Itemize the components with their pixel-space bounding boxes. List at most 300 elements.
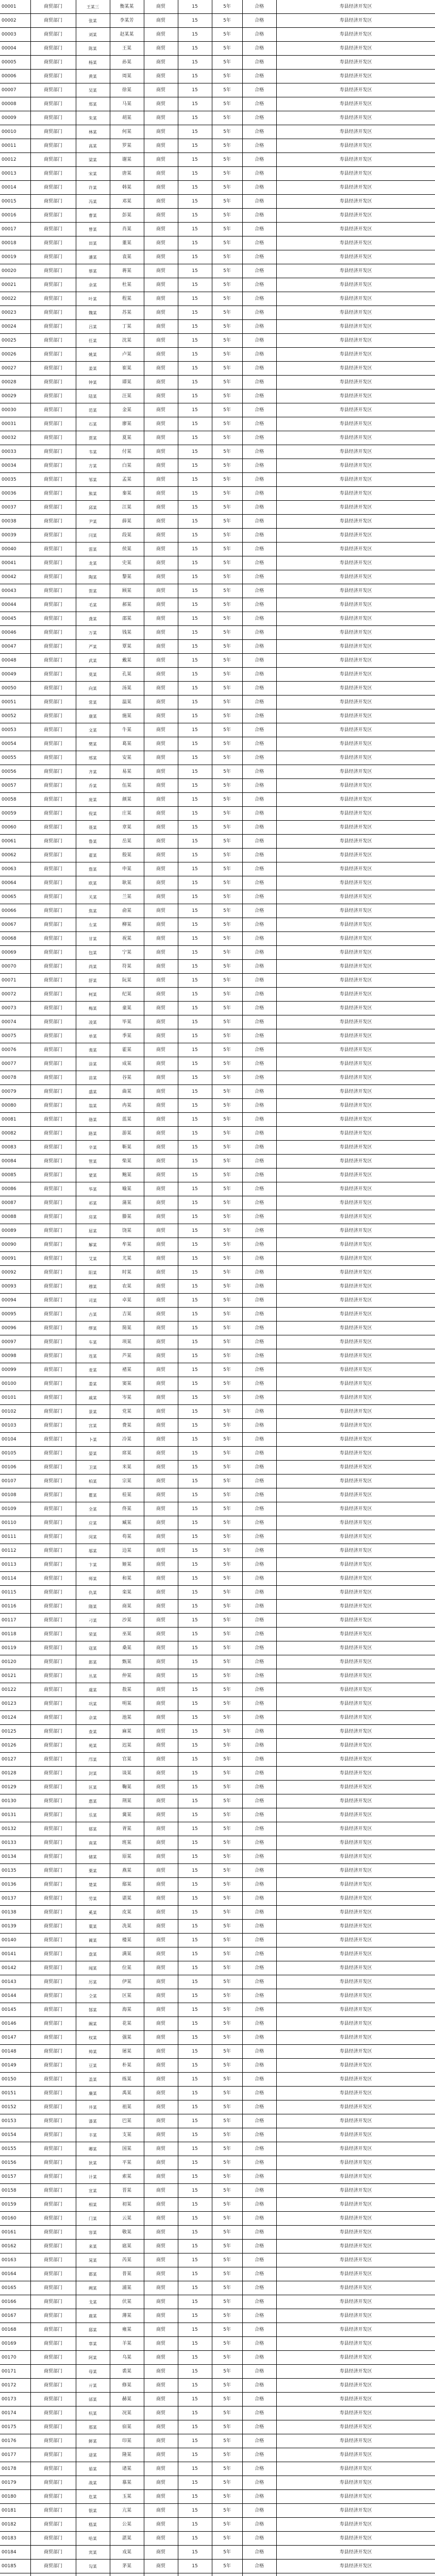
duration-cell: 5年	[212, 445, 242, 459]
result-cell: 合格	[242, 2281, 276, 2295]
count-cell: 15	[178, 612, 212, 626]
table-row	[0, 1655, 435, 1669]
name-b-cell: 喻某	[110, 1182, 144, 1196]
count-cell: 15	[178, 306, 212, 320]
count-cell: 15	[178, 1683, 212, 1697]
row-number-cell: 00105	[0, 1447, 30, 1461]
name-b-cell: 扈某	[110, 2240, 144, 2253]
table-row	[0, 1127, 435, 1141]
duration-cell: 5年	[212, 1558, 242, 1572]
count-cell: 15	[178, 1628, 212, 1641]
table-row	[0, 1586, 435, 1600]
name-a-cell: 舒某	[76, 974, 110, 988]
department-cell: 商贸部门	[30, 779, 76, 793]
name-a-cell: 相某	[76, 2198, 110, 2212]
result-cell: 合格	[242, 1586, 276, 1600]
name-b-cell: 芦某	[110, 1349, 144, 1363]
count-cell: 15	[178, 793, 212, 807]
category-cell: 商贸	[144, 167, 178, 181]
name-a-cell: 仝某	[76, 1989, 110, 2003]
name-a-cell: 蔡某	[76, 264, 110, 278]
result-cell: 合格	[242, 1836, 276, 1850]
duration-cell: 5年	[212, 1085, 242, 1099]
department-cell: 商贸部门	[30, 1182, 76, 1196]
department-cell: 商贸部门	[30, 1753, 76, 1767]
duration-cell: 5年	[212, 1294, 242, 1308]
category-cell: 商贸	[144, 42, 178, 56]
name-b-cell: 佟某	[110, 1502, 144, 1516]
category-cell: 商贸	[144, 1558, 178, 1572]
count-cell: 15	[178, 529, 212, 543]
category-cell: 商贸	[144, 570, 178, 584]
duration-cell: 5年	[212, 1892, 242, 1906]
name-a-cell: 曾某	[76, 223, 110, 236]
duration-cell: 5年	[212, 2003, 242, 2017]
result-cell: 合格	[242, 2420, 276, 2434]
name-a-cell: 鹿某	[76, 2309, 110, 2323]
row-number-cell: 00043	[0, 584, 30, 598]
category-cell: 商贸	[144, 1614, 178, 1628]
department-cell: 商贸部门	[30, 1071, 76, 1085]
table-row	[0, 668, 435, 682]
row-number-cell: 00011	[0, 139, 30, 153]
count-cell: 15	[178, 1711, 212, 1725]
result-cell: 合格	[242, 1767, 276, 1781]
name-a-cell: 宫某	[76, 1419, 110, 1433]
name-b-cell: 周某	[110, 70, 144, 83]
row-number-cell: 00041	[0, 556, 30, 570]
location-cell: 寿县经济开发区	[276, 1043, 435, 1057]
name-a-cell: 阚某	[76, 2017, 110, 2031]
name-a-cell: 容某	[76, 2226, 110, 2240]
location-cell: 寿县经济开发区	[276, 1655, 435, 1669]
name-a-cell: 康某	[76, 709, 110, 723]
name-a-cell: 裴某	[76, 1043, 110, 1057]
duration-cell: 5年	[212, 250, 242, 264]
name-a-cell: 都某	[76, 2267, 110, 2281]
category-cell: 商贸	[144, 1683, 178, 1697]
department-cell: 商贸部门	[30, 1447, 76, 1461]
category-cell: 商贸	[144, 2448, 178, 2462]
name-a-cell: 储某	[76, 1850, 110, 1864]
result-cell: 合格	[242, 1141, 276, 1155]
result-cell: 合格	[242, 1947, 276, 1961]
name-a-cell: 劳某	[76, 1892, 110, 1906]
department-cell: 商贸部门	[30, 1085, 76, 1099]
name-b-cell: 苏某	[110, 306, 144, 320]
table-row	[0, 334, 435, 348]
result-cell: 合格	[242, 14, 276, 28]
category-cell: 商贸	[144, 1836, 178, 1850]
category-cell: 商贸	[144, 250, 178, 264]
result-cell: 合格	[242, 556, 276, 570]
location-cell: 寿县经济开发区	[276, 250, 435, 264]
location-cell: 寿县经济开发区	[276, 543, 435, 556]
result-cell: 合格	[242, 793, 276, 807]
department-cell: 商贸部门	[30, 1669, 76, 1683]
category-cell: 商贸	[144, 2420, 178, 2434]
category-cell: 商贸	[144, 2532, 178, 2546]
row-number-cell: 00172	[0, 2379, 30, 2393]
duration-cell: 5年	[212, 2560, 242, 2573]
duration-cell: 5年	[212, 1836, 242, 1850]
name-b-cell: 宗某	[110, 1475, 144, 1488]
result-cell: 合格	[242, 250, 276, 264]
duration-cell: 5年	[212, 278, 242, 292]
result-cell: 合格	[242, 1989, 276, 2003]
name-a-cell: 晁某	[76, 2253, 110, 2267]
duration-cell: 5年	[212, 1628, 242, 1641]
duration-cell: 5年	[212, 2226, 242, 2240]
category-cell: 商贸	[144, 1113, 178, 1127]
row-number-cell: 00103	[0, 1419, 30, 1433]
location-cell: 寿县经济开发区	[276, 1113, 435, 1127]
count-cell	[178, 2573, 212, 2576]
name-b-cell: 牟某	[110, 1238, 144, 1252]
count-cell: 15	[178, 389, 212, 403]
count-cell: 15	[178, 320, 212, 334]
name-a-cell: 詹某	[76, 862, 110, 876]
count-cell: 15	[178, 1878, 212, 1892]
row-number-cell: 00004	[0, 42, 30, 56]
name-b-cell: 肖某	[110, 223, 144, 236]
count-cell: 15	[178, 1586, 212, 1600]
department-cell: 商贸部门	[30, 348, 76, 362]
location-cell: 寿县经济开发区	[276, 682, 435, 696]
row-number-cell: 00016	[0, 209, 30, 223]
department-cell: 商贸部门	[30, 56, 76, 70]
name-b-cell: 何某	[110, 125, 144, 139]
category-cell: 商贸	[144, 459, 178, 473]
location-cell: 寿县经济开发区	[276, 1099, 435, 1113]
name-a-cell: 晏某	[76, 1447, 110, 1461]
name-b-cell: 印某	[110, 2434, 144, 2448]
duration-cell: 5年	[212, 2267, 242, 2281]
name-a-cell: 邢某	[76, 751, 110, 765]
department-cell: 商贸部门	[30, 946, 76, 960]
duration-cell: 5年	[212, 97, 242, 111]
name-b-cell: 公某	[110, 2518, 144, 2532]
count-cell: 15	[178, 1252, 212, 1266]
location-cell: 寿县经济开发区	[276, 2309, 435, 2323]
location-cell: 寿县经济开发区	[276, 1294, 435, 1308]
name-b-cell: 海某	[110, 2003, 144, 2017]
count-cell: 15	[178, 459, 212, 473]
name-a-cell: 解某	[76, 1238, 110, 1252]
row-number-cell: 00130	[0, 1794, 30, 1808]
result-cell: 合格	[242, 2226, 276, 2240]
name-b-cell: 花某	[110, 2017, 144, 2031]
count-cell: 15	[178, 2226, 212, 2240]
department-cell: 商贸部门	[30, 1641, 76, 1655]
duration-cell: 5年	[212, 1377, 242, 1391]
count-cell: 15	[178, 835, 212, 849]
category-cell: 商贸	[144, 1238, 178, 1252]
table-row	[0, 2573, 435, 2576]
name-a-cell: 母某	[76, 2365, 110, 2379]
duration-cell: 5年	[212, 417, 242, 431]
category-cell: 商贸	[144, 1641, 178, 1655]
duration-cell: 5年	[212, 1697, 242, 1711]
location-cell: 寿县经济开发区	[276, 1502, 435, 1516]
count-cell: 15	[178, 473, 212, 487]
category-cell: 商贸	[144, 1628, 178, 1641]
duration-cell: 5年	[212, 1989, 242, 2003]
count-cell: 15	[178, 904, 212, 918]
location-cell: 寿县经济开发区	[276, 111, 435, 125]
row-number-cell: 00149	[0, 2059, 30, 2073]
name-b-cell: 况某	[110, 2406, 144, 2420]
department-cell: 商贸部门	[30, 153, 76, 167]
category-cell: 商贸	[144, 1085, 178, 1099]
count-cell: 15	[178, 2490, 212, 2504]
result-cell: 合格	[242, 209, 276, 223]
name-b-cell: 孙某	[110, 56, 144, 70]
name-a-cell: 陈某	[76, 42, 110, 56]
duration-cell: 5年	[212, 1141, 242, 1155]
name-b-cell: 练某	[110, 2073, 144, 2087]
name-b-cell: 覃某	[110, 640, 144, 654]
category-cell: 商贸	[144, 278, 178, 292]
table-row	[0, 2198, 435, 2212]
row-number-cell: 00051	[0, 696, 30, 709]
count-cell: 15	[178, 1002, 212, 1015]
name-a-cell: 毛某	[76, 598, 110, 612]
row-number-cell: 00113	[0, 1558, 30, 1572]
result-cell: 合格	[242, 960, 276, 974]
row-number-cell: 00086	[0, 1182, 30, 1196]
department-cell: 商贸部门	[30, 1252, 76, 1266]
location-cell: 寿县经济开发区	[276, 56, 435, 70]
department-cell: 商贸部门	[30, 960, 76, 974]
name-a-cell: 石某	[76, 417, 110, 431]
result-cell: 合格	[242, 1308, 276, 1321]
location-cell: 寿县经济开发区	[276, 862, 435, 876]
row-number-cell: 00155	[0, 2142, 30, 2156]
count-cell: 15	[178, 1071, 212, 1085]
location-cell: 寿县经济开发区	[276, 2003, 435, 2017]
location-cell: 寿县经济开发区	[276, 1614, 435, 1628]
result-cell: 合格	[242, 1043, 276, 1057]
department-cell: 商贸部门	[30, 1544, 76, 1558]
duration-cell: 5年	[212, 543, 242, 556]
department-cell: 商贸部门	[30, 487, 76, 501]
department-cell: 商贸部门	[30, 2532, 76, 2546]
duration-cell: 5年	[212, 2406, 242, 2420]
name-a-cell: 闻某	[76, 1961, 110, 1975]
count-cell: 15	[178, 862, 212, 876]
name-a-cell: 佘某	[76, 1711, 110, 1725]
department-cell: 商贸部门	[30, 2518, 76, 2532]
table-row	[0, 2351, 435, 2365]
count-cell: 15	[178, 1363, 212, 1377]
name-a-cell: 戈某	[76, 2295, 110, 2309]
department-cell: 商贸部门	[30, 1502, 76, 1516]
category-cell: 商贸	[144, 682, 178, 696]
location-cell: 寿县经济开发区	[276, 473, 435, 487]
result-cell: 合格	[242, 1697, 276, 1711]
result-cell: 合格	[242, 946, 276, 960]
name-a-cell: 邬某	[76, 1544, 110, 1558]
name-a-cell: 鲁某	[76, 835, 110, 849]
row-number-cell: 00017	[0, 223, 30, 236]
department-cell: 商贸部门	[30, 1781, 76, 1794]
location-cell: 寿县经济开发区	[276, 2434, 435, 2448]
count-cell: 15	[178, 1280, 212, 1294]
department-cell: 商贸部门	[30, 445, 76, 459]
name-b-cell: 滕某	[110, 1210, 144, 1224]
result-cell: 合格	[242, 2295, 276, 2309]
category-cell: 商贸	[144, 2462, 178, 2476]
department-cell: 商贸部门	[30, 1029, 76, 1043]
result-cell: 合格	[242, 626, 276, 640]
department-cell: 商贸部门	[30, 835, 76, 849]
department-cell: 商贸部门	[30, 556, 76, 570]
count-cell: 15	[178, 1989, 212, 2003]
name-b-cell: 湛某	[110, 2532, 144, 2546]
duration-cell: 5年	[212, 904, 242, 918]
duration-cell: 5年	[212, 487, 242, 501]
location-cell: 寿县经济开发区	[276, 1475, 435, 1488]
name-b-cell: 蓝某	[110, 1113, 144, 1127]
table-row	[0, 1349, 435, 1363]
name-a-cell: 来某	[76, 2240, 110, 2253]
category-cell: 商贸	[144, 70, 178, 83]
table-row	[0, 918, 435, 932]
result-cell: 合格	[242, 640, 276, 654]
count-cell: 15	[178, 2351, 212, 2365]
duration-cell: 5年	[212, 167, 242, 181]
result-cell: 合格	[242, 515, 276, 529]
name-a-cell: 冯某	[76, 195, 110, 209]
category-cell: 商贸	[144, 1196, 178, 1210]
count-cell: 15	[178, 1753, 212, 1767]
duration-cell: 5年	[212, 431, 242, 445]
result-cell: 合格	[242, 862, 276, 876]
table-row	[0, 1252, 435, 1266]
count-cell: 15	[178, 2087, 212, 2100]
duration-cell: 5年	[212, 2059, 242, 2073]
result-cell: 合格	[242, 1808, 276, 1822]
table-row	[0, 751, 435, 765]
table-row	[0, 515, 435, 529]
duration-cell: 5年	[212, 1155, 242, 1168]
name-b-cell: 谌某	[110, 1892, 144, 1906]
category-cell: 商贸	[144, 2100, 178, 2114]
table-row	[0, 2017, 435, 2031]
name-a-cell: 贺某	[76, 584, 110, 598]
table-row	[0, 1113, 435, 1127]
table-row	[0, 2393, 435, 2406]
result-cell: 合格	[242, 417, 276, 431]
result-cell: 合格	[242, 2504, 276, 2518]
name-a-cell: 辛某	[76, 1141, 110, 1155]
result-cell: 合格	[242, 167, 276, 181]
row-number-cell: 00071	[0, 974, 30, 988]
name-a-cell: 雷某	[76, 543, 110, 556]
name-a-cell: 余某	[76, 278, 110, 292]
location-cell: 寿县经济开发区	[276, 306, 435, 320]
name-b-cell: 皮某	[110, 1906, 144, 1920]
department-cell: 商贸部门	[30, 250, 76, 264]
name-a-cell: 庞某	[76, 793, 110, 807]
location-cell: 寿县经济开发区	[276, 1349, 435, 1363]
result-cell: 合格	[242, 2351, 276, 2365]
location-cell: 寿县经济开发区	[276, 2518, 435, 2532]
table-row	[0, 2365, 435, 2379]
location-cell: 寿县经济开发区	[276, 1961, 435, 1975]
table-row	[0, 946, 435, 960]
name-a-cell: 连某	[76, 1349, 110, 1363]
name-a-cell: 吕某	[76, 320, 110, 334]
name-a-cell: 潘某	[76, 250, 110, 264]
count-cell: 15	[178, 1405, 212, 1419]
row-number-cell: 00164	[0, 2267, 30, 2281]
name-a-cell: 任某	[76, 334, 110, 348]
name-a-cell: 严某	[76, 640, 110, 654]
count-cell: 15	[178, 1182, 212, 1196]
department-cell: 商贸部门	[30, 709, 76, 723]
location-cell: 寿县经济开发区	[276, 1210, 435, 1224]
location-cell: 寿县经济开发区	[276, 1558, 435, 1572]
duration-cell: 5年	[212, 1516, 242, 1530]
row-number-cell: 00067	[0, 918, 30, 932]
category-cell: 商贸	[144, 2170, 178, 2184]
location-cell: 寿县经济开发区	[276, 278, 435, 292]
table-row	[0, 1906, 435, 1920]
location-cell: 寿县经济开发区	[276, 2226, 435, 2240]
department-cell: 商贸部门	[30, 807, 76, 821]
department-cell: 商贸部门	[30, 403, 76, 417]
table-row	[0, 56, 435, 70]
duration-cell: 5年	[212, 139, 242, 153]
result-cell: 合格	[242, 598, 276, 612]
category-cell: 商贸	[144, 2128, 178, 2142]
count-cell: 15	[178, 1015, 212, 1029]
location-cell: 寿县经济开发区	[276, 807, 435, 821]
name-a-cell: 巩某	[76, 1697, 110, 1711]
name-b-cell: 柴某	[110, 1155, 144, 1168]
name-b-cell: 庄某	[110, 807, 144, 821]
category-cell: 商贸	[144, 584, 178, 598]
table-row	[0, 362, 435, 376]
name-a-cell: 茹某	[76, 2462, 110, 2476]
duration-cell: 5年	[212, 1781, 242, 1794]
category-cell: 商贸	[144, 2212, 178, 2226]
location-cell: 寿县经济开发区	[276, 125, 435, 139]
table-row	[0, 1628, 435, 1641]
name-a-cell: 闫某	[76, 529, 110, 543]
name-a-cell: 司某	[76, 1294, 110, 1308]
location-cell: 寿县经济开发区	[276, 459, 435, 473]
row-number-cell: 00082	[0, 1127, 30, 1141]
department-cell: 商贸部门	[30, 682, 76, 696]
result-cell: 合格	[242, 2365, 276, 2379]
name-a-cell: 漆某	[76, 2114, 110, 2128]
name-a-cell: 应某	[76, 1516, 110, 1530]
count-cell: 15	[178, 779, 212, 793]
result-cell: 合格	[242, 1822, 276, 1836]
name-a-cell: 虞某	[76, 1683, 110, 1697]
table-row	[0, 2518, 435, 2532]
name-b-cell: 褚某	[110, 1363, 144, 1377]
name-b-cell: 韩某	[110, 181, 144, 195]
duration-cell: 5年	[212, 529, 242, 543]
department-cell: 商贸部门	[30, 570, 76, 584]
department-cell: 商贸部门	[30, 1127, 76, 1141]
name-b-cell: 薛某	[110, 515, 144, 529]
department-cell: 商贸部门	[30, 1168, 76, 1182]
